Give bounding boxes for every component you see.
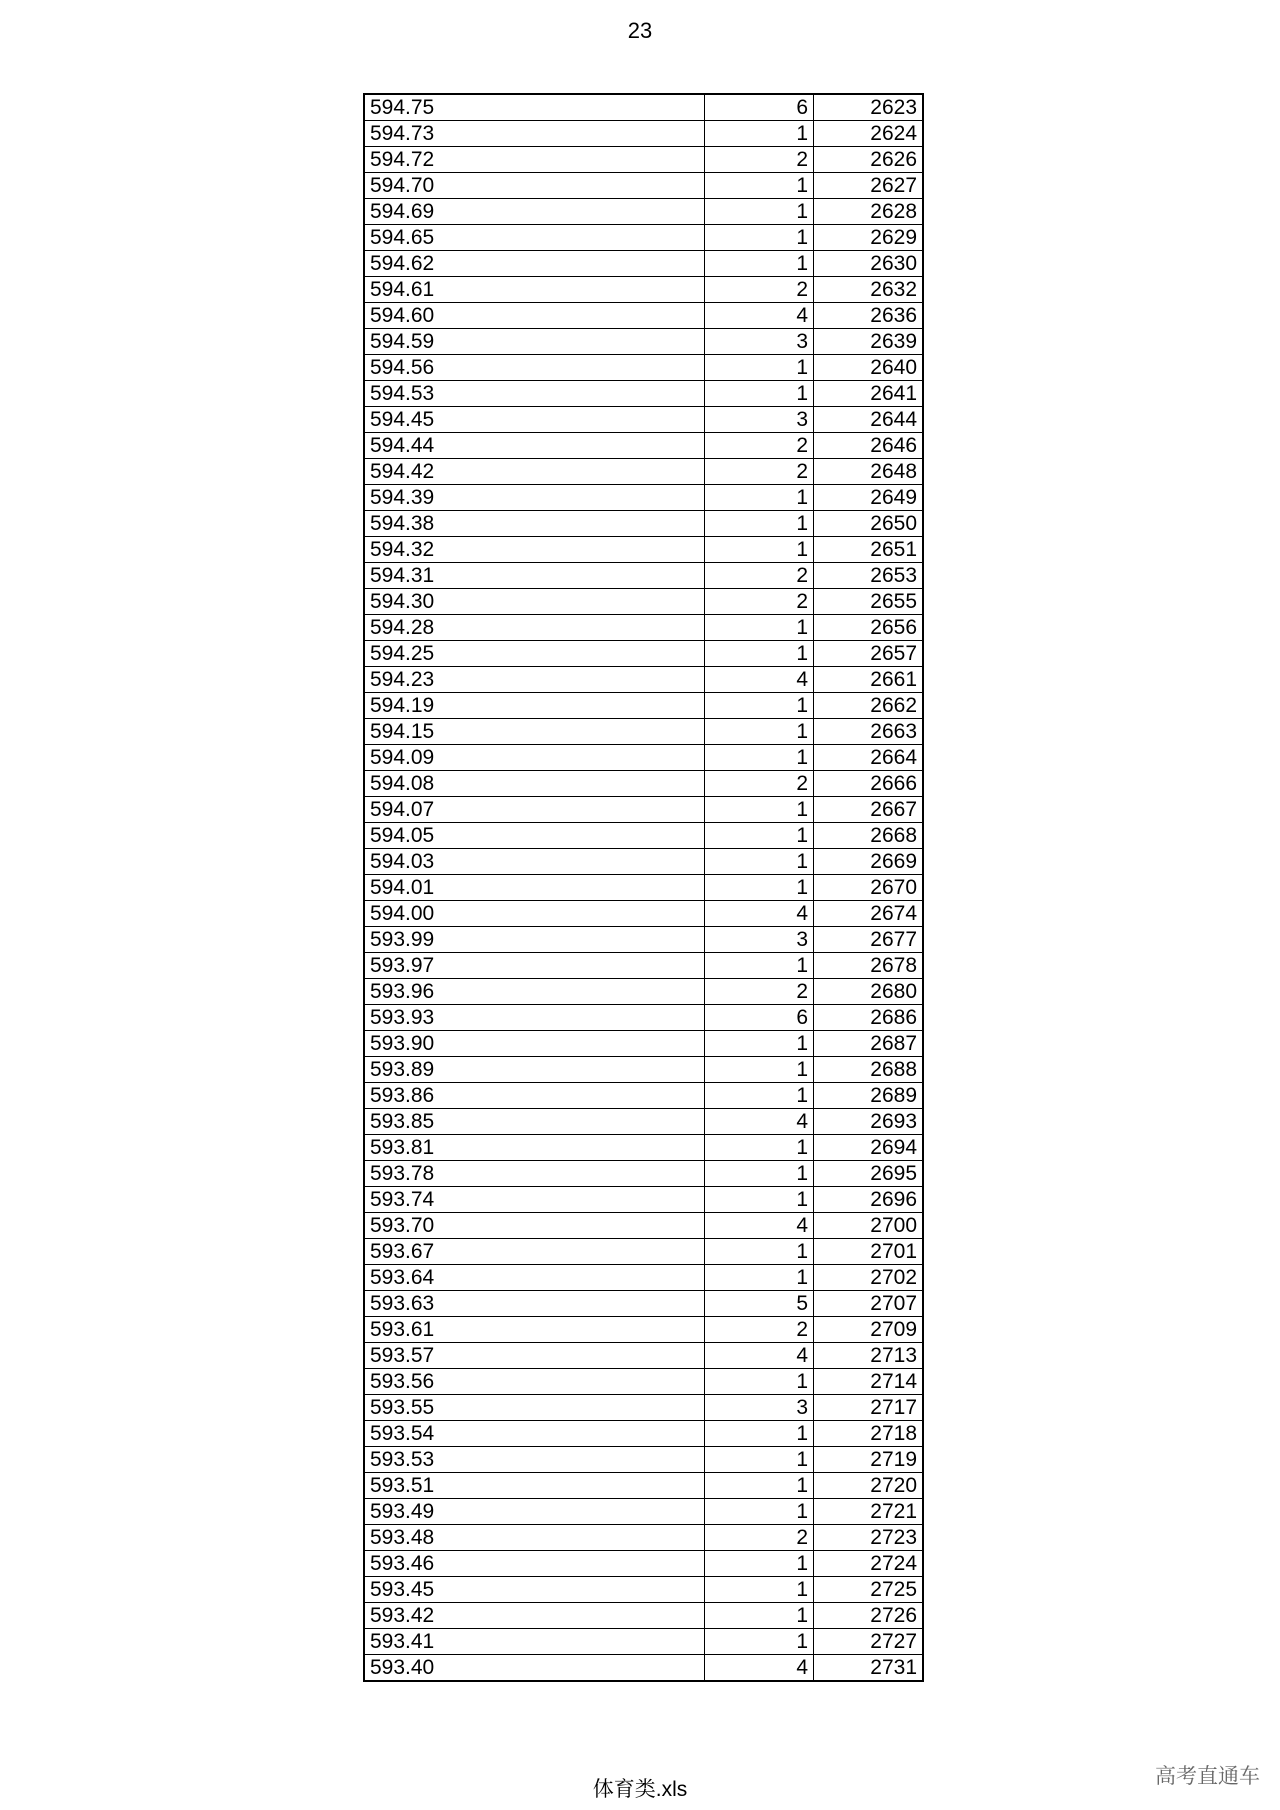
cumulative-cell: 2640	[814, 355, 924, 381]
page-number: 23	[627, 18, 653, 43]
cumulative-cell: 2644	[814, 407, 924, 433]
score-cell: 594.25	[364, 641, 705, 667]
table-row	[364, 1031, 923, 1057]
table-row	[364, 927, 923, 953]
cumulative-cell: 2655	[814, 589, 924, 615]
watermark-text: 高考直通车	[1155, 1765, 1260, 1788]
score-cell: 593.93	[364, 1005, 705, 1031]
count-cell: 6	[705, 1005, 814, 1031]
score-cell: 594.15	[364, 719, 705, 745]
score-cell: 593.64	[364, 1265, 705, 1291]
score-cell: 593.99	[364, 927, 705, 953]
table-row	[364, 901, 923, 927]
table-row	[364, 381, 923, 407]
table-row	[364, 1473, 923, 1499]
table-row	[364, 953, 923, 979]
count-cell: 1	[705, 1473, 814, 1499]
cumulative-cell: 2668	[814, 823, 924, 849]
count-cell: 4	[705, 1109, 814, 1135]
count-cell: 1	[705, 1083, 814, 1109]
score-cell: 593.56	[364, 1369, 705, 1395]
count-cell: 1	[705, 1447, 814, 1473]
table-row	[364, 1395, 923, 1421]
count-cell: 2	[705, 433, 814, 459]
count-cell: 1	[705, 251, 814, 277]
count-cell: 1	[705, 1577, 814, 1603]
score-cell: 594.44	[364, 433, 705, 459]
count-cell: 1	[705, 745, 814, 771]
table-row	[364, 1161, 923, 1187]
cumulative-cell: 2641	[814, 381, 924, 407]
count-cell: 2	[705, 563, 814, 589]
score-cell: 593.54	[364, 1421, 705, 1447]
table-row	[364, 1135, 923, 1161]
score-cell: 594.19	[364, 693, 705, 719]
cumulative-cell: 2656	[814, 615, 924, 641]
table-row	[364, 667, 923, 693]
score-cell: 593.96	[364, 979, 705, 1005]
cumulative-cell: 2713	[814, 1343, 924, 1369]
table-row	[364, 355, 923, 381]
table-row	[364, 433, 923, 459]
score-cell: 594.32	[364, 537, 705, 563]
count-cell: 1	[705, 1421, 814, 1447]
cumulative-cell: 2689	[814, 1083, 924, 1109]
table-row	[364, 979, 923, 1005]
cumulative-cell: 2688	[814, 1057, 924, 1083]
cumulative-cell: 2651	[814, 537, 924, 563]
cumulative-cell: 2717	[814, 1395, 924, 1421]
count-cell: 6	[705, 94, 814, 121]
count-cell: 1	[705, 1629, 814, 1655]
score-cell: 594.75	[364, 94, 705, 121]
count-cell: 2	[705, 979, 814, 1005]
count-cell: 1	[705, 511, 814, 537]
score-cell: 594.72	[364, 147, 705, 173]
cumulative-cell: 2714	[814, 1369, 924, 1395]
table-row	[364, 797, 923, 823]
cumulative-cell: 2646	[814, 433, 924, 459]
score-cell: 594.62	[364, 251, 705, 277]
table-row	[364, 459, 923, 485]
cumulative-cell: 2696	[814, 1187, 924, 1213]
score-cell: 594.39	[364, 485, 705, 511]
cumulative-cell: 2680	[814, 979, 924, 1005]
count-cell: 1	[705, 1499, 814, 1525]
table-row	[364, 1057, 923, 1083]
score-cell: 594.31	[364, 563, 705, 589]
score-cell: 594.09	[364, 745, 705, 771]
count-cell: 3	[705, 407, 814, 433]
table-row	[364, 1603, 923, 1629]
table-row	[364, 875, 923, 901]
score-cell: 593.42	[364, 1603, 705, 1629]
count-cell: 1	[705, 1265, 814, 1291]
cumulative-cell: 2649	[814, 485, 924, 511]
cumulative-cell: 2727	[814, 1629, 924, 1655]
count-cell: 1	[705, 615, 814, 641]
cumulative-cell: 2719	[814, 1447, 924, 1473]
cumulative-cell: 2629	[814, 225, 924, 251]
count-cell: 1	[705, 849, 814, 875]
score-cell: 594.53	[364, 381, 705, 407]
table-row	[364, 303, 923, 329]
count-cell: 3	[705, 1395, 814, 1421]
score-cell: 594.00	[364, 901, 705, 927]
score-cell: 593.48	[364, 1525, 705, 1551]
count-cell: 2	[705, 1317, 814, 1343]
count-cell: 2	[705, 1525, 814, 1551]
table-row	[364, 589, 923, 615]
cumulative-cell: 2623	[814, 94, 924, 121]
table-row	[364, 1291, 923, 1317]
table-row	[364, 1369, 923, 1395]
table-row	[364, 1525, 923, 1551]
cumulative-cell: 2718	[814, 1421, 924, 1447]
score-cell: 593.49	[364, 1499, 705, 1525]
cumulative-cell: 2627	[814, 173, 924, 199]
score-cell: 593.46	[364, 1551, 705, 1577]
count-cell: 1	[705, 719, 814, 745]
cumulative-cell: 2677	[814, 927, 924, 953]
table-row	[364, 1213, 923, 1239]
cumulative-cell: 2624	[814, 121, 924, 147]
table-row	[364, 511, 923, 537]
count-cell: 1	[705, 225, 814, 251]
score-cell: 594.01	[364, 875, 705, 901]
table-row	[364, 1005, 923, 1031]
count-cell: 1	[705, 1239, 814, 1265]
count-cell: 3	[705, 329, 814, 355]
score-cell: 594.05	[364, 823, 705, 849]
cumulative-cell: 2639	[814, 329, 924, 355]
score-cell: 594.70	[364, 173, 705, 199]
table-row	[364, 563, 923, 589]
cumulative-cell: 2726	[814, 1603, 924, 1629]
count-cell: 4	[705, 1655, 814, 1682]
count-cell: 5	[705, 1291, 814, 1317]
score-cell: 593.51	[364, 1473, 705, 1499]
count-cell: 1	[705, 797, 814, 823]
cumulative-cell: 2628	[814, 199, 924, 225]
score-cell: 593.89	[364, 1057, 705, 1083]
score-cell: 594.08	[364, 771, 705, 797]
table-row	[364, 485, 923, 511]
cumulative-cell: 2724	[814, 1551, 924, 1577]
count-cell: 4	[705, 1343, 814, 1369]
count-cell: 2	[705, 147, 814, 173]
cumulative-cell: 2720	[814, 1473, 924, 1499]
count-cell: 4	[705, 303, 814, 329]
cumulative-cell: 2648	[814, 459, 924, 485]
count-cell: 1	[705, 693, 814, 719]
score-cell: 594.65	[364, 225, 705, 251]
count-cell: 1	[705, 1057, 814, 1083]
table-row	[364, 147, 923, 173]
score-cell: 594.61	[364, 277, 705, 303]
score-cell: 593.90	[364, 1031, 705, 1057]
table-row	[364, 121, 923, 147]
score-cell: 594.38	[364, 511, 705, 537]
count-cell: 1	[705, 641, 814, 667]
score-cell: 594.73	[364, 121, 705, 147]
cumulative-cell: 2657	[814, 641, 924, 667]
cumulative-cell: 2667	[814, 797, 924, 823]
cumulative-cell: 2630	[814, 251, 924, 277]
count-cell: 4	[705, 901, 814, 927]
cumulative-cell: 2636	[814, 303, 924, 329]
cumulative-cell: 2663	[814, 719, 924, 745]
table-row	[364, 823, 923, 849]
cumulative-cell: 2707	[814, 1291, 924, 1317]
cumulative-cell: 2661	[814, 667, 924, 693]
score-cell: 593.55	[364, 1395, 705, 1421]
score-cell: 594.28	[364, 615, 705, 641]
cumulative-cell: 2687	[814, 1031, 924, 1057]
score-cell: 593.53	[364, 1447, 705, 1473]
cumulative-cell: 2678	[814, 953, 924, 979]
score-cell: 593.97	[364, 953, 705, 979]
cumulative-cell: 2701	[814, 1239, 924, 1265]
score-table	[363, 93, 924, 1682]
table-row	[364, 1187, 923, 1213]
score-cell: 594.69	[364, 199, 705, 225]
count-cell: 1	[705, 1135, 814, 1161]
score-cell: 593.81	[364, 1135, 705, 1161]
count-cell: 1	[705, 1369, 814, 1395]
count-cell: 1	[705, 875, 814, 901]
cumulative-cell: 2674	[814, 901, 924, 927]
footer-filename: 体育类.xls	[592, 1778, 688, 1801]
table-row	[364, 641, 923, 667]
cumulative-cell: 2686	[814, 1005, 924, 1031]
score-cell: 594.03	[364, 849, 705, 875]
table-row	[364, 94, 923, 121]
score-cell: 593.67	[364, 1239, 705, 1265]
score-cell: 593.85	[364, 1109, 705, 1135]
cumulative-cell: 2662	[814, 693, 924, 719]
cumulative-cell: 2669	[814, 849, 924, 875]
score-cell: 593.70	[364, 1213, 705, 1239]
count-cell: 2	[705, 277, 814, 303]
cumulative-cell: 2626	[814, 147, 924, 173]
table-row	[364, 173, 923, 199]
table-row	[364, 199, 923, 225]
score-cell: 594.23	[364, 667, 705, 693]
score-cell: 593.41	[364, 1629, 705, 1655]
count-cell: 1	[705, 199, 814, 225]
table-row	[364, 1499, 923, 1525]
count-cell: 1	[705, 355, 814, 381]
table-row	[364, 329, 923, 355]
table-row	[364, 1551, 923, 1577]
cumulative-cell: 2723	[814, 1525, 924, 1551]
cumulative-cell: 2666	[814, 771, 924, 797]
table-row	[364, 537, 923, 563]
score-cell: 593.78	[364, 1161, 705, 1187]
cumulative-cell: 2670	[814, 875, 924, 901]
score-cell: 594.45	[364, 407, 705, 433]
table-row	[364, 719, 923, 745]
table-row	[364, 1239, 923, 1265]
score-table-body	[364, 94, 923, 1681]
count-cell: 4	[705, 1213, 814, 1239]
count-cell: 1	[705, 121, 814, 147]
table-row	[364, 1577, 923, 1603]
table-row	[364, 1629, 923, 1655]
count-cell: 2	[705, 771, 814, 797]
count-cell: 1	[705, 1603, 814, 1629]
table-row	[364, 771, 923, 797]
table-row	[364, 849, 923, 875]
count-cell: 3	[705, 927, 814, 953]
table-row	[364, 277, 923, 303]
table-row	[364, 1421, 923, 1447]
count-cell: 1	[705, 1187, 814, 1213]
count-cell: 1	[705, 537, 814, 563]
count-cell: 1	[705, 173, 814, 199]
cumulative-cell: 2664	[814, 745, 924, 771]
table-row	[364, 1343, 923, 1369]
score-cell: 593.63	[364, 1291, 705, 1317]
table-row	[364, 1109, 923, 1135]
cumulative-cell: 2650	[814, 511, 924, 537]
cumulative-cell: 2725	[814, 1577, 924, 1603]
cumulative-cell: 2694	[814, 1135, 924, 1161]
table-row	[364, 251, 923, 277]
score-cell: 593.57	[364, 1343, 705, 1369]
score-cell: 593.45	[364, 1577, 705, 1603]
score-cell: 594.07	[364, 797, 705, 823]
count-cell: 1	[705, 381, 814, 407]
cumulative-cell: 2693	[814, 1109, 924, 1135]
table-row	[364, 615, 923, 641]
score-cell: 594.59	[364, 329, 705, 355]
cumulative-cell: 2700	[814, 1213, 924, 1239]
table-row	[364, 1655, 923, 1682]
count-cell: 1	[705, 485, 814, 511]
score-cell: 594.56	[364, 355, 705, 381]
table-row	[364, 693, 923, 719]
cumulative-cell: 2632	[814, 277, 924, 303]
table-row	[364, 1265, 923, 1291]
table-row	[364, 1083, 923, 1109]
table-row	[364, 1447, 923, 1473]
count-cell: 1	[705, 1161, 814, 1187]
cumulative-cell: 2653	[814, 563, 924, 589]
score-cell: 593.61	[364, 1317, 705, 1343]
score-cell: 594.60	[364, 303, 705, 329]
count-cell: 1	[705, 1551, 814, 1577]
table-row	[364, 407, 923, 433]
table-row	[364, 1317, 923, 1343]
table-row	[364, 225, 923, 251]
cumulative-cell: 2702	[814, 1265, 924, 1291]
score-cell: 594.42	[364, 459, 705, 485]
count-cell: 1	[705, 1031, 814, 1057]
cumulative-cell: 2731	[814, 1655, 924, 1682]
count-cell: 2	[705, 459, 814, 485]
score-cell: 593.40	[364, 1655, 705, 1682]
count-cell: 1	[705, 953, 814, 979]
score-cell: 594.30	[364, 589, 705, 615]
cumulative-cell: 2709	[814, 1317, 924, 1343]
score-cell: 593.86	[364, 1083, 705, 1109]
cumulative-cell: 2721	[814, 1499, 924, 1525]
count-cell: 1	[705, 823, 814, 849]
score-cell: 593.74	[364, 1187, 705, 1213]
cumulative-cell: 2695	[814, 1161, 924, 1187]
table-row	[364, 745, 923, 771]
count-cell: 2	[705, 589, 814, 615]
count-cell: 4	[705, 667, 814, 693]
